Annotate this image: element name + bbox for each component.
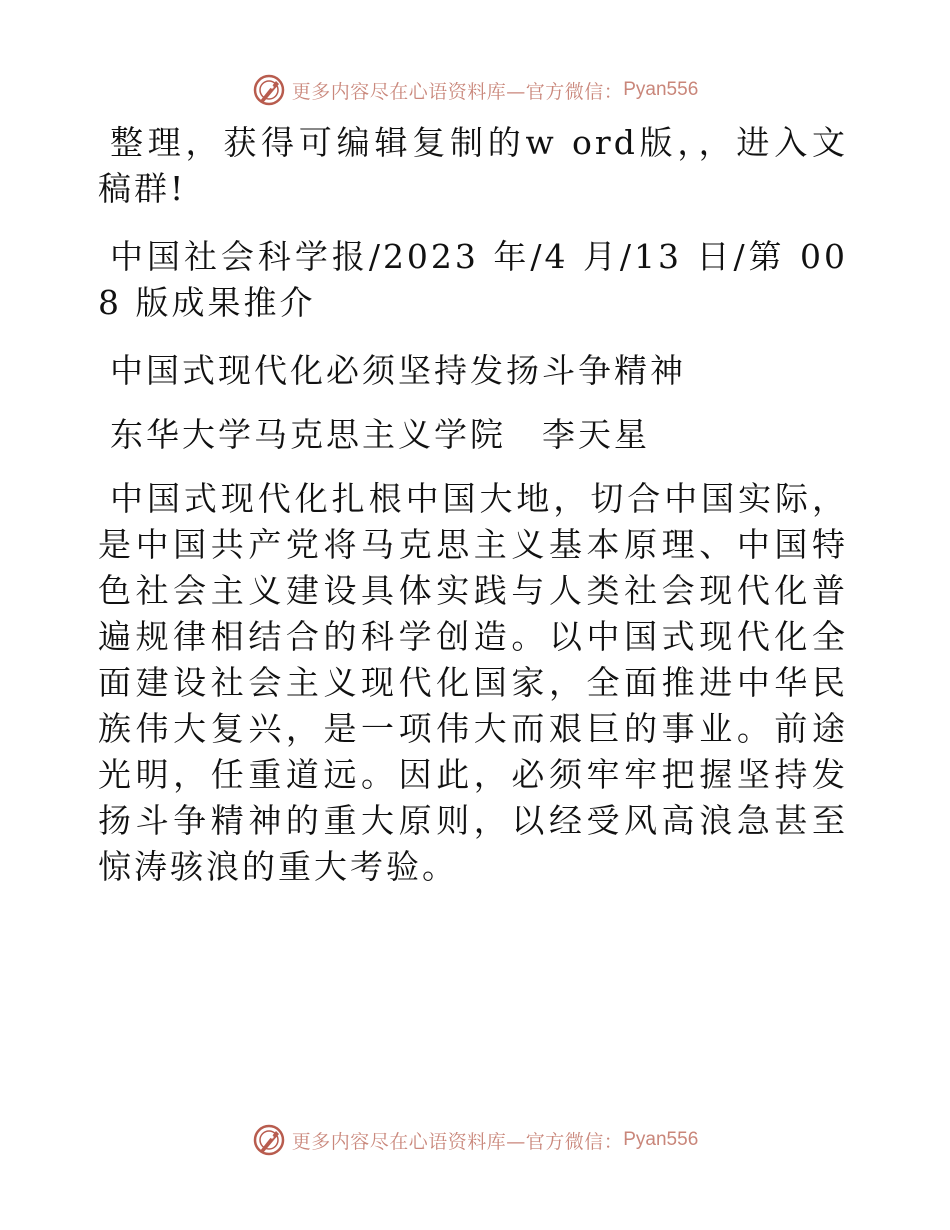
- header-banner: [0, 70, 950, 110]
- banner-text: 更多内容尽在心语资料库—官方微信：: [291, 1130, 624, 1153]
- footer-banner: [0, 1120, 950, 1160]
- banner-wechat-id: Pyan556: [623, 1129, 699, 1150]
- body-paragraph: 中国式现代化扎根中国大地，切合中国实际，是中国共产党将马克思主义基本原理、中国特色社会主义建设具体实践与人类社会现代化普遍规律相结合的科学创造。以中国式现代化全面建设社会主义现代化国家，全面推进中华民族伟大复兴，是一项伟大而艰巨的事业。前途光明，任重道远。因此，必须牢牢把握坚持发扬斗争精神的重大原则，以经受风高浪急甚至惊涛骇浪的重大考验。: [98, 479, 848, 886]
- article-title: 中国式现代化必须坚持发扬斗争精神: [110, 351, 686, 390]
- document-body: [98, 120, 848, 912]
- intro-paragraph: 整理，获得可编辑复制的w ord版，，进入文稿群!: [98, 123, 848, 208]
- banner-text: 更多内容尽在心语资料库—官方微信：: [291, 80, 624, 103]
- pen-nib-logo-icon: [252, 1123, 286, 1157]
- pen-nib-logo-icon: [252, 73, 286, 107]
- source-line: 中国社会科学报/2023 年/4 月/13 日/第 008 版成果推介: [98, 237, 848, 322]
- author-line: 东华大学马克思主义学院 李天星: [110, 415, 650, 454]
- banner-wechat-id: Pyan556: [623, 79, 699, 100]
